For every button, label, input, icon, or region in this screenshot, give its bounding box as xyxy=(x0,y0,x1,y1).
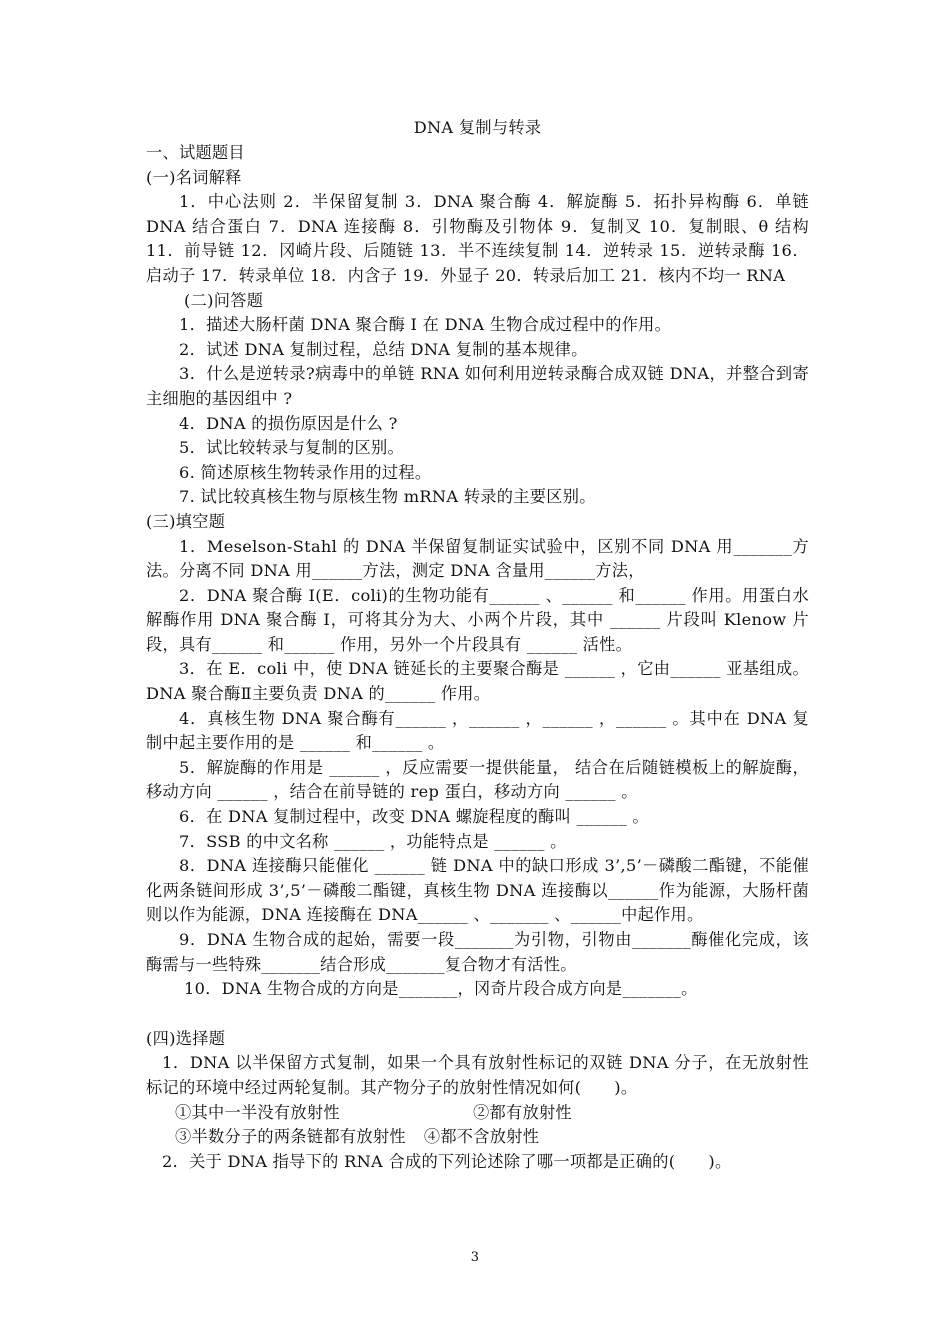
fill-blank-question: 7．SSB 的中文名称 ______ ，功能特点是 ______ 。 xyxy=(179,831,567,851)
glossary-terms: 1．中心法则 2．半保留复制 3．DNA 聚合酶 4．解旋酶 5．拓扑异构酶 6．单链 DNA 结合蛋白 7．DNA 连接酶 8．引物酶及引物体 9．复制叉 10．复制眼、θ 结构 11．前导链 12．冈崎片段、后随链 13．半不连续复制 14．逆转录 15．逆转录酶 16．启动子 17．转录单位 18．内含子 19．外显子 20．转录后加工 21．核内不均一 RNA xyxy=(146,192,809,285)
choice-question: 1．DNA 以半保留方式复制，如果一个具有放射性标记的双链 DNA 分子，在无放射性标记的环境中经过两轮复制。其产物分子的放射性情况如何( )。 xyxy=(146,1053,809,1097)
page-number: 3 xyxy=(470,1250,480,1265)
qa-question: 2．试述 DNA 复制过程，总结 DNA 复制的基本规律。 xyxy=(179,339,588,359)
fill-blank-question: 4．真核生物 DNA 聚合酶有______ ，______ ，______ ，______ 。其中在 DNA 复制中起主要作用的是 ______ 和______ 。 xyxy=(146,708,809,753)
document-body xyxy=(146,115,809,1174)
qa-question: 3．什么是逆转录?病毒中的单链 RNA 如何利用逆转录酶合成双链 DNA，并整合到寄主细胞的基因组中 ? xyxy=(146,364,809,408)
section-heading: 一、试题题目 xyxy=(146,143,245,162)
choice-options-row xyxy=(146,1101,809,1126)
fill-blank-question: 2．DNA 聚合酶 I(E．coli)的生物功能有______ 、______ 和______ 作用。用蛋白水解酶作用 DNA 聚合酶 I，可将其分为大、小两个片段，其中 ______ 片段叫 Klenow 片段，具有______ 和______ 作用，另外一个片段具有 ______ 活性。 xyxy=(146,585,809,654)
fill-blank-question: 6．在 DNA 复制过程中，改变 DNA 螺旋程度的酶叫 ______ 。 xyxy=(179,807,649,827)
qa-question: 6. 简述原核生物转录作用的过程。 xyxy=(179,462,432,482)
part-d-heading: (四)选择题 xyxy=(146,1028,226,1048)
choice-option: ④都不含放射性 xyxy=(423,1127,540,1147)
fill-blank-question: 8．DNA 连接酶只能催化 ______ 链 DNA 中的缺口形成 3’,5’－磷酸二酯键，不能催化两条链间形成 3’,5’－磷酸二酯键，真核生物 DNA 连接酶以______作为能源，大肠杆菌则以作为能源，DNA 连接酶在 DNA______ 、_______ 、______中起作用。 xyxy=(146,856,809,925)
qa-question: 7. 试比较真核生物与原核生物 mRNA 转录的主要区别。 xyxy=(179,487,596,507)
choice-option: ③半数分子的两条链都有放射性 xyxy=(175,1127,406,1147)
part-a-heading: (一)名词解释 xyxy=(146,167,242,187)
choice-option: ①其中一半没有放射性 xyxy=(175,1102,340,1122)
choice-question: 2．关于 DNA 指导下的 RNA 合成的下列论述除了哪一项都是正确的( )。 xyxy=(162,1151,732,1171)
fill-blank-question: 9．DNA 生物合成的起始，需要一段_______为引物，引物由_______酶催化完成，该酶需与一些特殊_______结合形成_______复合物才有活性。 xyxy=(146,930,809,974)
qa-question: 5．试比较转录与复制的区别。 xyxy=(179,438,404,458)
fill-blank-question: 3．在 E．coli 中，使 DNA 链延长的主要聚合酶是 ______ ，它由______ 亚基组成。DNA 聚合酶Ⅱ主要负责 DNA 的______ 作用。 xyxy=(146,659,809,704)
fill-blank-question: 10．DNA 生物合成的方向是_______，冈奇片段合成方向是_______。 xyxy=(184,979,698,999)
fill-blank-question: 1．Meselson-Stahl 的 DNA 半保留复制证实试验中，区别不同 DNA 用_______方法。分离不同 DNA 用______方法，测定 DNA 含量用______方法， xyxy=(146,536,809,581)
choice-option: ②都有放射性 xyxy=(473,1102,572,1122)
part-b-heading: (二)问答题 xyxy=(184,290,264,310)
choice-options-row xyxy=(146,1125,809,1150)
fill-blank-question: 5．解旋酶的作用是 ______ ，反应需要一提供能量， 结合在后随链模板上的解旋酶，移动方向 ______ ，结合在前导链的 rep 蛋白，移动方向 ______ 。 xyxy=(146,757,809,802)
qa-question: 1．描述大肠杆菌 DNA 聚合酶 I 在 DNA 生物合成过程中的作用。 xyxy=(179,315,672,335)
spacer xyxy=(146,1002,809,1027)
part-c-heading: (三)填空题 xyxy=(146,511,226,531)
page-title: DNA 复制与转录 xyxy=(413,118,542,137)
qa-question: 4．DNA 的损伤原因是什么 ? xyxy=(179,413,398,433)
